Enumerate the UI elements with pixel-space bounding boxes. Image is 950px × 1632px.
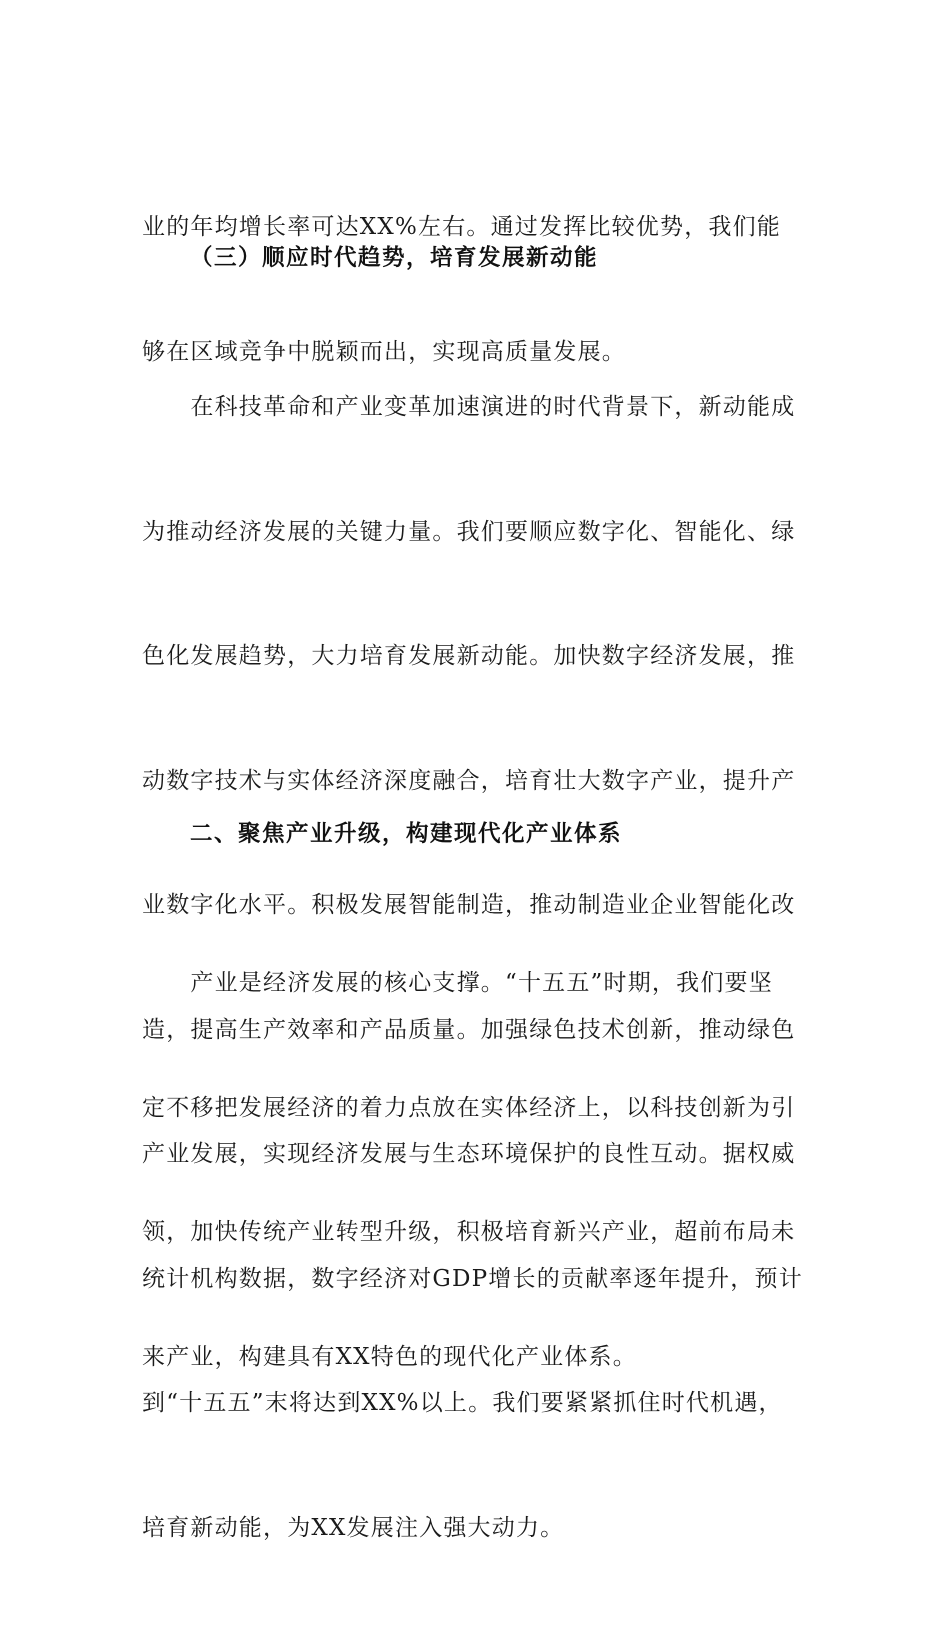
paragraph-line: 到“十五五”末将达到XX%以上。我们要紧紧抓住时代机遇， <box>142 1390 783 1416</box>
paragraph-line: 培育新动能，为XX发展注入强大动力。 <box>142 1514 565 1541</box>
paragraph-line: 产业是经济发展的核心支撑。“十五五”时期，我们要坚 <box>142 970 773 996</box>
paragraph-line: 为推动经济发展的关键力量。我们要顺应数字化、智能化、绿 <box>142 518 796 545</box>
paragraph-line: 领，加快传统产业转型升级，积极培育新兴产业，超前布局未 <box>142 1219 796 1245</box>
paragraph-line: 产业发展，实现经济发展与生态环境保护的良性互动。据权威 <box>142 1141 796 1167</box>
paragraph-line: 业的年均增长率可达XX%左右。通过发挥比较优势，我们能 <box>142 214 782 240</box>
paragraph-line: 动数字技术与实体经济深度融合，培育壮大数字产业，提升产 <box>142 767 796 794</box>
paragraph-line: 造，提高生产效率和产品质量。加强绿色技术创新，推动绿色 <box>142 1016 796 1043</box>
paragraph-line: 色化发展趋势，大力培育发展新动能。加快数字经济发展，推 <box>142 643 796 669</box>
paragraph-line: 统计机构数据，数字经济对GDP增长的贡献率逐年提升，预计 <box>142 1265 803 1292</box>
paragraph-line: 业数字化水平。积极发展智能制造，推动制造业企业智能化改 <box>142 892 796 918</box>
section-paragraph <box>142 880 810 1461</box>
section-heading: 二、聚焦产业升级，构建现代化产业体系 <box>190 821 623 847</box>
paragraph-line: 定不移把发展经济的着力点放在实体经济上，以科技创新为引 <box>142 1094 796 1121</box>
subsection-heading: （三）顺应时代趋势，培育发展新动能 <box>190 245 599 271</box>
paragraph-line: 来产业，构建具有XX特色的现代化产业体系。 <box>142 1343 637 1370</box>
paragraph-line: 在科技革命和产业变革加速演进的时代背景下，新动能成 <box>142 394 796 420</box>
paragraph-line: 够在区域竞争中脱颖而出，实现高质量发展。 <box>142 338 626 365</box>
